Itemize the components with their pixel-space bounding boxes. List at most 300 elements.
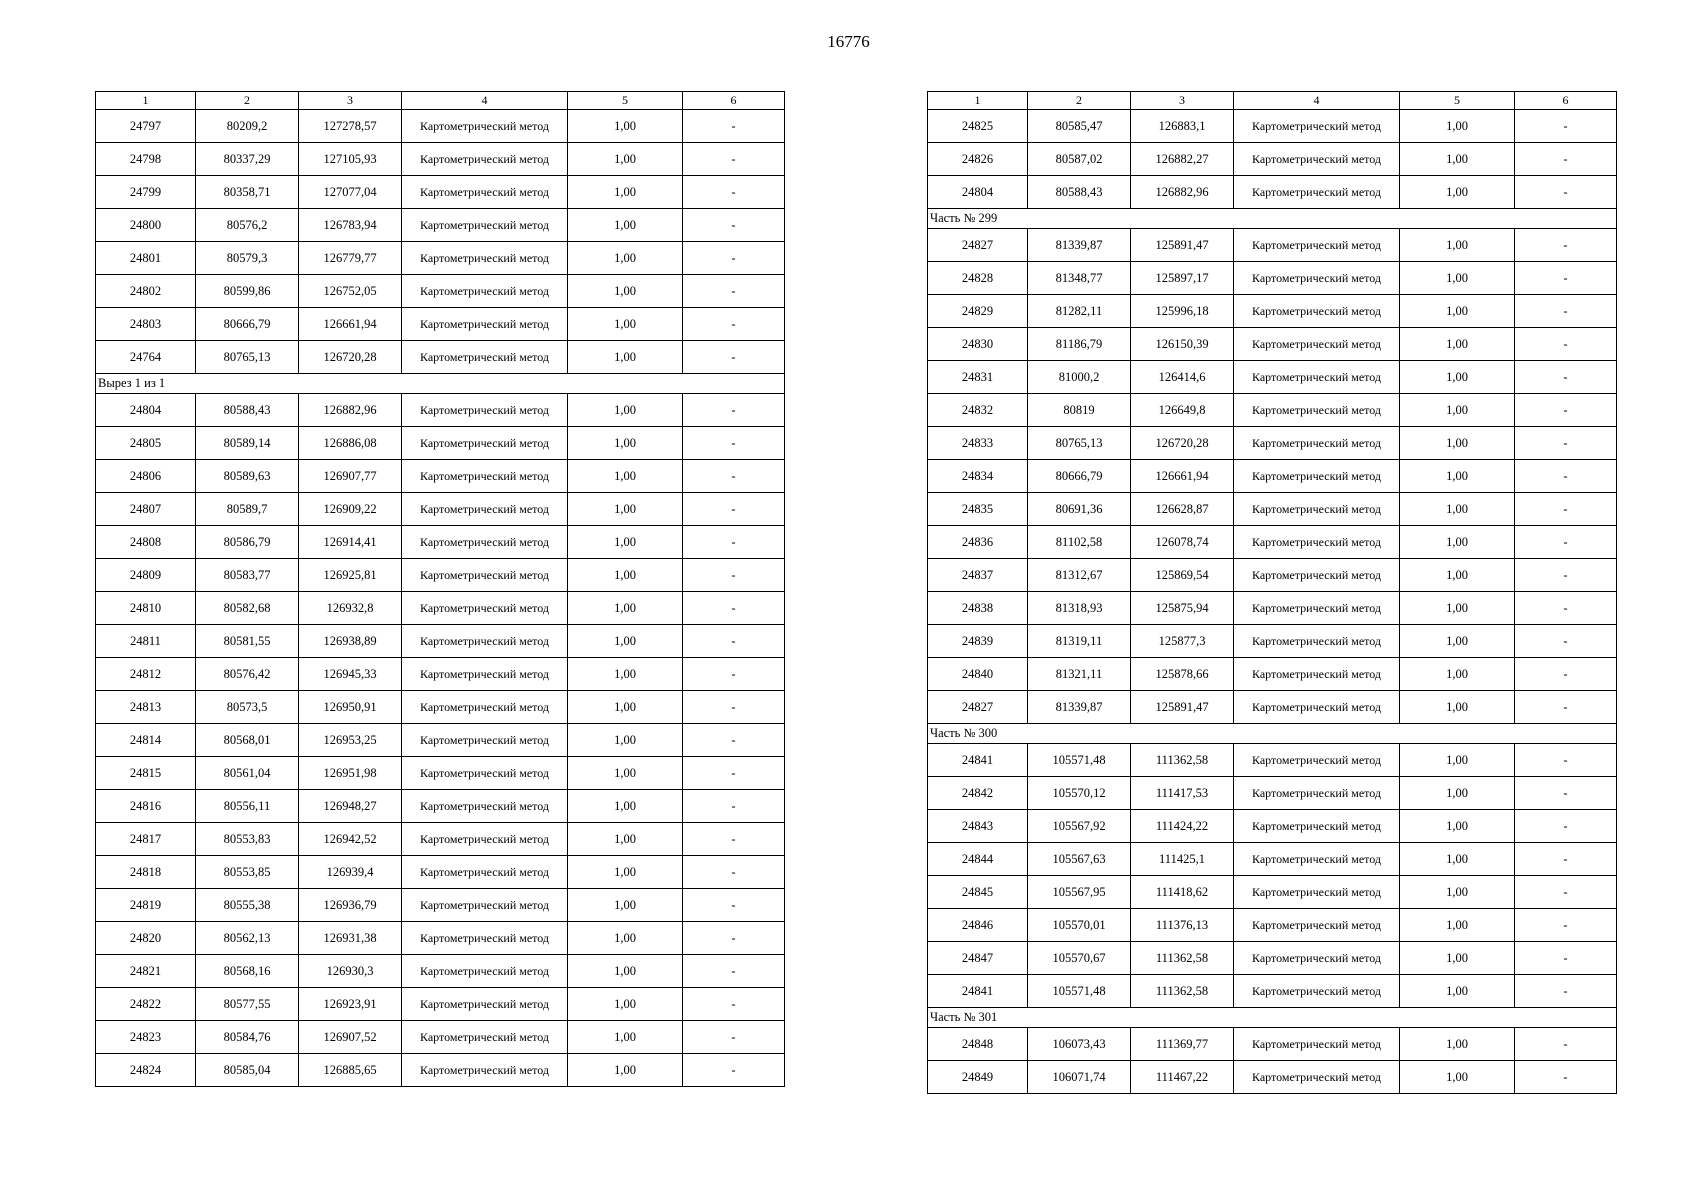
column-header: 1 [96, 92, 196, 110]
column-header: 2 [1028, 92, 1131, 110]
y-coordinate-cell: 126951,98 [299, 757, 402, 790]
x-coordinate-cell: 80585,04 [196, 1054, 299, 1087]
accuracy-cell: 1,00 [568, 592, 683, 625]
note-cell: - [1515, 493, 1617, 526]
y-coordinate-cell: 126948,27 [299, 790, 402, 823]
table-row [928, 559, 1617, 592]
method-cell: Картометрический метод [402, 988, 568, 1021]
method-cell: Картометрический метод [402, 143, 568, 176]
method-cell: Картометрический метод [402, 1021, 568, 1054]
table-row [928, 942, 1617, 975]
table-row [96, 143, 785, 176]
x-coordinate-cell: 80576,42 [196, 658, 299, 691]
x-coordinate-cell: 105567,92 [1028, 810, 1131, 843]
accuracy-cell: 1,00 [1400, 143, 1515, 176]
method-cell: Картометрический метод [402, 592, 568, 625]
y-coordinate-cell: 126942,52 [299, 823, 402, 856]
point-number-cell: 24806 [96, 460, 196, 493]
y-coordinate-cell: 126628,87 [1131, 493, 1234, 526]
y-coordinate-cell: 126882,96 [1131, 176, 1234, 209]
x-coordinate-cell: 80577,55 [196, 988, 299, 1021]
note-cell: - [683, 242, 785, 275]
method-cell: Картометрический метод [402, 493, 568, 526]
table-header-row [928, 92, 1617, 110]
point-number-cell: 24810 [96, 592, 196, 625]
point-number-cell: 24825 [928, 110, 1028, 143]
note-cell: - [1515, 843, 1617, 876]
x-coordinate-cell: 80666,79 [1028, 460, 1131, 493]
column-header: 1 [928, 92, 1028, 110]
section-row [96, 374, 785, 394]
table-row [928, 143, 1617, 176]
note-cell: - [683, 592, 785, 625]
x-coordinate-cell: 80586,79 [196, 526, 299, 559]
x-coordinate-cell: 105570,01 [1028, 909, 1131, 942]
note-cell: - [683, 209, 785, 242]
y-coordinate-cell: 111424,22 [1131, 810, 1234, 843]
table-row [96, 341, 785, 374]
y-coordinate-cell: 127105,93 [299, 143, 402, 176]
point-number-cell: 24801 [96, 242, 196, 275]
x-coordinate-cell: 80568,01 [196, 724, 299, 757]
note-cell: - [683, 724, 785, 757]
table-row [928, 110, 1617, 143]
note-cell: - [683, 275, 785, 308]
method-cell: Картометрический метод [402, 658, 568, 691]
point-number-cell: 24821 [96, 955, 196, 988]
point-number-cell: 24847 [928, 942, 1028, 975]
point-number-cell: 24816 [96, 790, 196, 823]
note-cell: - [683, 823, 785, 856]
table-row [96, 625, 785, 658]
table-row [96, 427, 785, 460]
accuracy-cell: 1,00 [568, 341, 683, 374]
accuracy-cell: 1,00 [1400, 592, 1515, 625]
accuracy-cell: 1,00 [568, 209, 683, 242]
method-cell: Картометрический метод [402, 427, 568, 460]
column-header: 4 [1234, 92, 1400, 110]
x-coordinate-cell: 80582,68 [196, 592, 299, 625]
method-cell: Картометрический метод [1234, 975, 1400, 1008]
note-cell: - [683, 757, 785, 790]
y-coordinate-cell: 126931,38 [299, 922, 402, 955]
note-cell: - [1515, 625, 1617, 658]
note-cell: - [1515, 1028, 1617, 1061]
y-coordinate-cell: 111376,13 [1131, 909, 1234, 942]
y-coordinate-cell: 126932,8 [299, 592, 402, 625]
y-coordinate-cell: 126779,77 [299, 242, 402, 275]
method-cell: Картометрический метод [1234, 1028, 1400, 1061]
x-coordinate-cell: 80666,79 [196, 308, 299, 341]
accuracy-cell: 1,00 [1400, 427, 1515, 460]
point-number-cell: 24800 [96, 209, 196, 242]
method-cell: Картометрический метод [1234, 658, 1400, 691]
y-coordinate-cell: 111418,62 [1131, 876, 1234, 909]
note-cell: - [1515, 229, 1617, 262]
method-cell: Картометрический метод [1234, 361, 1400, 394]
point-number-cell: 24834 [928, 460, 1028, 493]
point-number-cell: 24838 [928, 592, 1028, 625]
point-number-cell: 24843 [928, 810, 1028, 843]
x-coordinate-cell: 81319,11 [1028, 625, 1131, 658]
point-number-cell: 24808 [96, 526, 196, 559]
note-cell: - [1515, 658, 1617, 691]
accuracy-cell: 1,00 [568, 143, 683, 176]
method-cell: Картометрический метод [1234, 262, 1400, 295]
point-number-cell: 24846 [928, 909, 1028, 942]
accuracy-cell: 1,00 [568, 691, 683, 724]
method-cell: Картометрический метод [1234, 328, 1400, 361]
y-coordinate-cell: 126752,05 [299, 275, 402, 308]
coordinates-table-right [927, 91, 1617, 1094]
section-label: Часть № 299 [928, 209, 1617, 229]
point-number-cell: 24764 [96, 341, 196, 374]
x-coordinate-cell: 81312,67 [1028, 559, 1131, 592]
note-cell: - [683, 110, 785, 143]
y-coordinate-cell: 126150,39 [1131, 328, 1234, 361]
note-cell: - [1515, 460, 1617, 493]
column-header: 5 [1400, 92, 1515, 110]
point-number-cell: 24848 [928, 1028, 1028, 1061]
accuracy-cell: 1,00 [1400, 777, 1515, 810]
point-number-cell: 24839 [928, 625, 1028, 658]
table-row [928, 526, 1617, 559]
table-row [928, 361, 1617, 394]
method-cell: Картометрический метод [402, 790, 568, 823]
note-cell: - [683, 889, 785, 922]
y-coordinate-cell: 125875,94 [1131, 592, 1234, 625]
point-number-cell: 24826 [928, 143, 1028, 176]
accuracy-cell: 1,00 [1400, 176, 1515, 209]
note-cell: - [683, 790, 785, 823]
table-row [96, 592, 785, 625]
y-coordinate-cell: 126720,28 [1131, 427, 1234, 460]
accuracy-cell: 1,00 [568, 493, 683, 526]
table-row [96, 1054, 785, 1087]
note-cell: - [1515, 810, 1617, 843]
accuracy-cell: 1,00 [568, 559, 683, 592]
point-number-cell: 24820 [96, 922, 196, 955]
table-row [96, 394, 785, 427]
y-coordinate-cell: 126885,65 [299, 1054, 402, 1087]
table-row [96, 460, 785, 493]
method-cell: Картометрический метод [402, 955, 568, 988]
method-cell: Картометрический метод [1234, 176, 1400, 209]
y-coordinate-cell: 125869,54 [1131, 559, 1234, 592]
x-coordinate-cell: 81339,87 [1028, 691, 1131, 724]
table-row [96, 757, 785, 790]
point-number-cell: 24824 [96, 1054, 196, 1087]
note-cell: - [1515, 744, 1617, 777]
accuracy-cell: 1,00 [568, 308, 683, 341]
x-coordinate-cell: 80588,43 [196, 394, 299, 427]
y-coordinate-cell: 111362,58 [1131, 975, 1234, 1008]
y-coordinate-cell: 126950,91 [299, 691, 402, 724]
table-row [928, 1028, 1617, 1061]
accuracy-cell: 1,00 [568, 110, 683, 143]
table-row [96, 308, 785, 341]
method-cell: Картометрический метод [1234, 909, 1400, 942]
x-coordinate-cell: 105570,12 [1028, 777, 1131, 810]
point-number-cell: 24837 [928, 559, 1028, 592]
point-number-cell: 24812 [96, 658, 196, 691]
x-coordinate-cell: 106073,43 [1028, 1028, 1131, 1061]
table-row [928, 744, 1617, 777]
x-coordinate-cell: 105570,67 [1028, 942, 1131, 975]
y-coordinate-cell: 126923,91 [299, 988, 402, 1021]
note-cell: - [683, 1054, 785, 1087]
method-cell: Картометрический метод [402, 308, 568, 341]
y-coordinate-cell: 111417,53 [1131, 777, 1234, 810]
x-coordinate-cell: 80576,2 [196, 209, 299, 242]
note-cell: - [1515, 876, 1617, 909]
table-row [96, 691, 785, 724]
accuracy-cell: 1,00 [1400, 110, 1515, 143]
method-cell: Картометрический метод [1234, 744, 1400, 777]
accuracy-cell: 1,00 [1400, 691, 1515, 724]
table-row [96, 922, 785, 955]
x-coordinate-cell: 81339,87 [1028, 229, 1131, 262]
table-row [96, 790, 785, 823]
method-cell: Картометрический метод [1234, 427, 1400, 460]
y-coordinate-cell: 111467,22 [1131, 1061, 1234, 1094]
method-cell: Картометрический метод [402, 691, 568, 724]
table-row [928, 493, 1617, 526]
y-coordinate-cell: 126907,52 [299, 1021, 402, 1054]
table-row [928, 876, 1617, 909]
x-coordinate-cell: 80568,16 [196, 955, 299, 988]
accuracy-cell: 1,00 [568, 526, 683, 559]
method-cell: Картометрический метод [402, 889, 568, 922]
table-row [96, 988, 785, 1021]
method-cell: Картометрический метод [1234, 229, 1400, 262]
table-row [928, 328, 1617, 361]
y-coordinate-cell: 126882,27 [1131, 143, 1234, 176]
accuracy-cell: 1,00 [568, 394, 683, 427]
point-number-cell: 24797 [96, 110, 196, 143]
coordinates-table-left [95, 91, 785, 1087]
y-coordinate-cell: 126783,94 [299, 209, 402, 242]
x-coordinate-cell: 80819 [1028, 394, 1131, 427]
x-coordinate-cell: 81282,11 [1028, 295, 1131, 328]
accuracy-cell: 1,00 [1400, 1028, 1515, 1061]
y-coordinate-cell: 126914,41 [299, 526, 402, 559]
note-cell: - [683, 394, 785, 427]
y-coordinate-cell: 126939,4 [299, 856, 402, 889]
method-cell: Картометрический метод [402, 526, 568, 559]
x-coordinate-cell: 80562,13 [196, 922, 299, 955]
note-cell: - [1515, 559, 1617, 592]
note-cell: - [1515, 1061, 1617, 1094]
point-number-cell: 24819 [96, 889, 196, 922]
method-cell: Картометрический метод [1234, 559, 1400, 592]
point-number-cell: 24803 [96, 308, 196, 341]
accuracy-cell: 1,00 [1400, 229, 1515, 262]
accuracy-cell: 1,00 [568, 790, 683, 823]
y-coordinate-cell: 126649,8 [1131, 394, 1234, 427]
section-row [928, 209, 1617, 229]
point-number-cell: 24842 [928, 777, 1028, 810]
x-coordinate-cell: 80588,43 [1028, 176, 1131, 209]
method-cell: Картометрический метод [402, 559, 568, 592]
x-coordinate-cell: 80585,47 [1028, 110, 1131, 143]
accuracy-cell: 1,00 [568, 1054, 683, 1087]
x-coordinate-cell: 81321,11 [1028, 658, 1131, 691]
method-cell: Картометрический метод [402, 110, 568, 143]
x-coordinate-cell: 80599,86 [196, 275, 299, 308]
point-number-cell: 24828 [928, 262, 1028, 295]
table-row [928, 229, 1617, 262]
y-coordinate-cell: 125996,18 [1131, 295, 1234, 328]
method-cell: Картометрический метод [1234, 110, 1400, 143]
accuracy-cell: 1,00 [568, 724, 683, 757]
x-coordinate-cell: 80691,36 [1028, 493, 1131, 526]
point-number-cell: 24844 [928, 843, 1028, 876]
y-coordinate-cell: 111425,1 [1131, 843, 1234, 876]
note-cell: - [683, 658, 785, 691]
x-coordinate-cell: 81000,2 [1028, 361, 1131, 394]
table-row [96, 559, 785, 592]
point-number-cell: 24809 [96, 559, 196, 592]
x-coordinate-cell: 81348,77 [1028, 262, 1131, 295]
section-label: Вырез 1 из 1 [96, 374, 785, 394]
x-coordinate-cell: 81186,79 [1028, 328, 1131, 361]
note-cell: - [683, 988, 785, 1021]
column-header: 6 [1515, 92, 1617, 110]
method-cell: Картометрический метод [1234, 843, 1400, 876]
method-cell: Картометрический метод [1234, 592, 1400, 625]
accuracy-cell: 1,00 [568, 427, 683, 460]
y-coordinate-cell: 126886,08 [299, 427, 402, 460]
table-row [928, 777, 1617, 810]
table-row [96, 493, 785, 526]
method-cell: Картометрический метод [1234, 810, 1400, 843]
table-row [96, 526, 785, 559]
point-number-cell: 24845 [928, 876, 1028, 909]
x-coordinate-cell: 80553,83 [196, 823, 299, 856]
note-cell: - [1515, 394, 1617, 427]
point-number-cell: 24813 [96, 691, 196, 724]
method-cell: Картометрический метод [402, 341, 568, 374]
note-cell: - [1515, 975, 1617, 1008]
table-row [96, 955, 785, 988]
x-coordinate-cell: 80581,55 [196, 625, 299, 658]
note-cell: - [683, 922, 785, 955]
table-row [96, 176, 785, 209]
accuracy-cell: 1,00 [568, 275, 683, 308]
note-cell: - [683, 460, 785, 493]
note-cell: - [683, 427, 785, 460]
point-number-cell: 24835 [928, 493, 1028, 526]
method-cell: Картометрический метод [1234, 1061, 1400, 1094]
point-number-cell: 24822 [96, 988, 196, 1021]
column-header: 3 [1131, 92, 1234, 110]
note-cell: - [1515, 295, 1617, 328]
section-row [928, 1008, 1617, 1028]
accuracy-cell: 1,00 [1400, 909, 1515, 942]
table-row [928, 592, 1617, 625]
point-number-cell: 24807 [96, 493, 196, 526]
accuracy-cell: 1,00 [568, 889, 683, 922]
accuracy-cell: 1,00 [568, 823, 683, 856]
note-cell: - [1515, 909, 1617, 942]
point-number-cell: 24811 [96, 625, 196, 658]
y-coordinate-cell: 111362,58 [1131, 942, 1234, 975]
accuracy-cell: 1,00 [568, 922, 683, 955]
table-row [96, 110, 785, 143]
method-cell: Картометрический метод [402, 176, 568, 209]
x-coordinate-cell: 80583,77 [196, 559, 299, 592]
column-header: 6 [683, 92, 785, 110]
accuracy-cell: 1,00 [1400, 658, 1515, 691]
y-coordinate-cell: 126953,25 [299, 724, 402, 757]
note-cell: - [1515, 361, 1617, 394]
x-coordinate-cell: 80553,85 [196, 856, 299, 889]
table-row [96, 856, 785, 889]
y-coordinate-cell: 125891,47 [1131, 691, 1234, 724]
method-cell: Картометрический метод [1234, 876, 1400, 909]
accuracy-cell: 1,00 [568, 1021, 683, 1054]
table-row [928, 176, 1617, 209]
point-number-cell: 24840 [928, 658, 1028, 691]
table-row [928, 658, 1617, 691]
accuracy-cell: 1,00 [568, 658, 683, 691]
x-coordinate-cell: 80589,14 [196, 427, 299, 460]
point-number-cell: 24841 [928, 975, 1028, 1008]
column-header: 5 [568, 92, 683, 110]
method-cell: Картометрический метод [1234, 143, 1400, 176]
accuracy-cell: 1,00 [568, 757, 683, 790]
table-row [96, 889, 785, 922]
method-cell: Картометрический метод [1234, 526, 1400, 559]
y-coordinate-cell: 126661,94 [1131, 460, 1234, 493]
accuracy-cell: 1,00 [568, 988, 683, 1021]
table-row [928, 460, 1617, 493]
y-coordinate-cell: 127278,57 [299, 110, 402, 143]
note-cell: - [1515, 176, 1617, 209]
y-coordinate-cell: 126925,81 [299, 559, 402, 592]
x-coordinate-cell: 81102,58 [1028, 526, 1131, 559]
note-cell: - [1515, 262, 1617, 295]
accuracy-cell: 1,00 [1400, 975, 1515, 1008]
note-cell: - [1515, 942, 1617, 975]
point-number-cell: 24818 [96, 856, 196, 889]
point-number-cell: 24829 [928, 295, 1028, 328]
x-coordinate-cell: 80573,5 [196, 691, 299, 724]
accuracy-cell: 1,00 [1400, 493, 1515, 526]
x-coordinate-cell: 80209,2 [196, 110, 299, 143]
x-coordinate-cell: 80765,13 [196, 341, 299, 374]
method-cell: Картометрический метод [402, 394, 568, 427]
accuracy-cell: 1,00 [1400, 843, 1515, 876]
accuracy-cell: 1,00 [1400, 460, 1515, 493]
note-cell: - [683, 493, 785, 526]
table-row [928, 262, 1617, 295]
note-cell: - [683, 526, 785, 559]
x-coordinate-cell: 80555,38 [196, 889, 299, 922]
method-cell: Картометрический метод [1234, 625, 1400, 658]
y-coordinate-cell: 126907,77 [299, 460, 402, 493]
point-number-cell: 24827 [928, 229, 1028, 262]
accuracy-cell: 1,00 [1400, 810, 1515, 843]
y-coordinate-cell: 111362,58 [1131, 744, 1234, 777]
x-coordinate-cell: 80579,3 [196, 242, 299, 275]
x-coordinate-cell: 105571,48 [1028, 744, 1131, 777]
note-cell: - [1515, 110, 1617, 143]
point-number-cell: 24836 [928, 526, 1028, 559]
y-coordinate-cell: 126945,33 [299, 658, 402, 691]
section-label: Часть № 300 [928, 724, 1617, 744]
